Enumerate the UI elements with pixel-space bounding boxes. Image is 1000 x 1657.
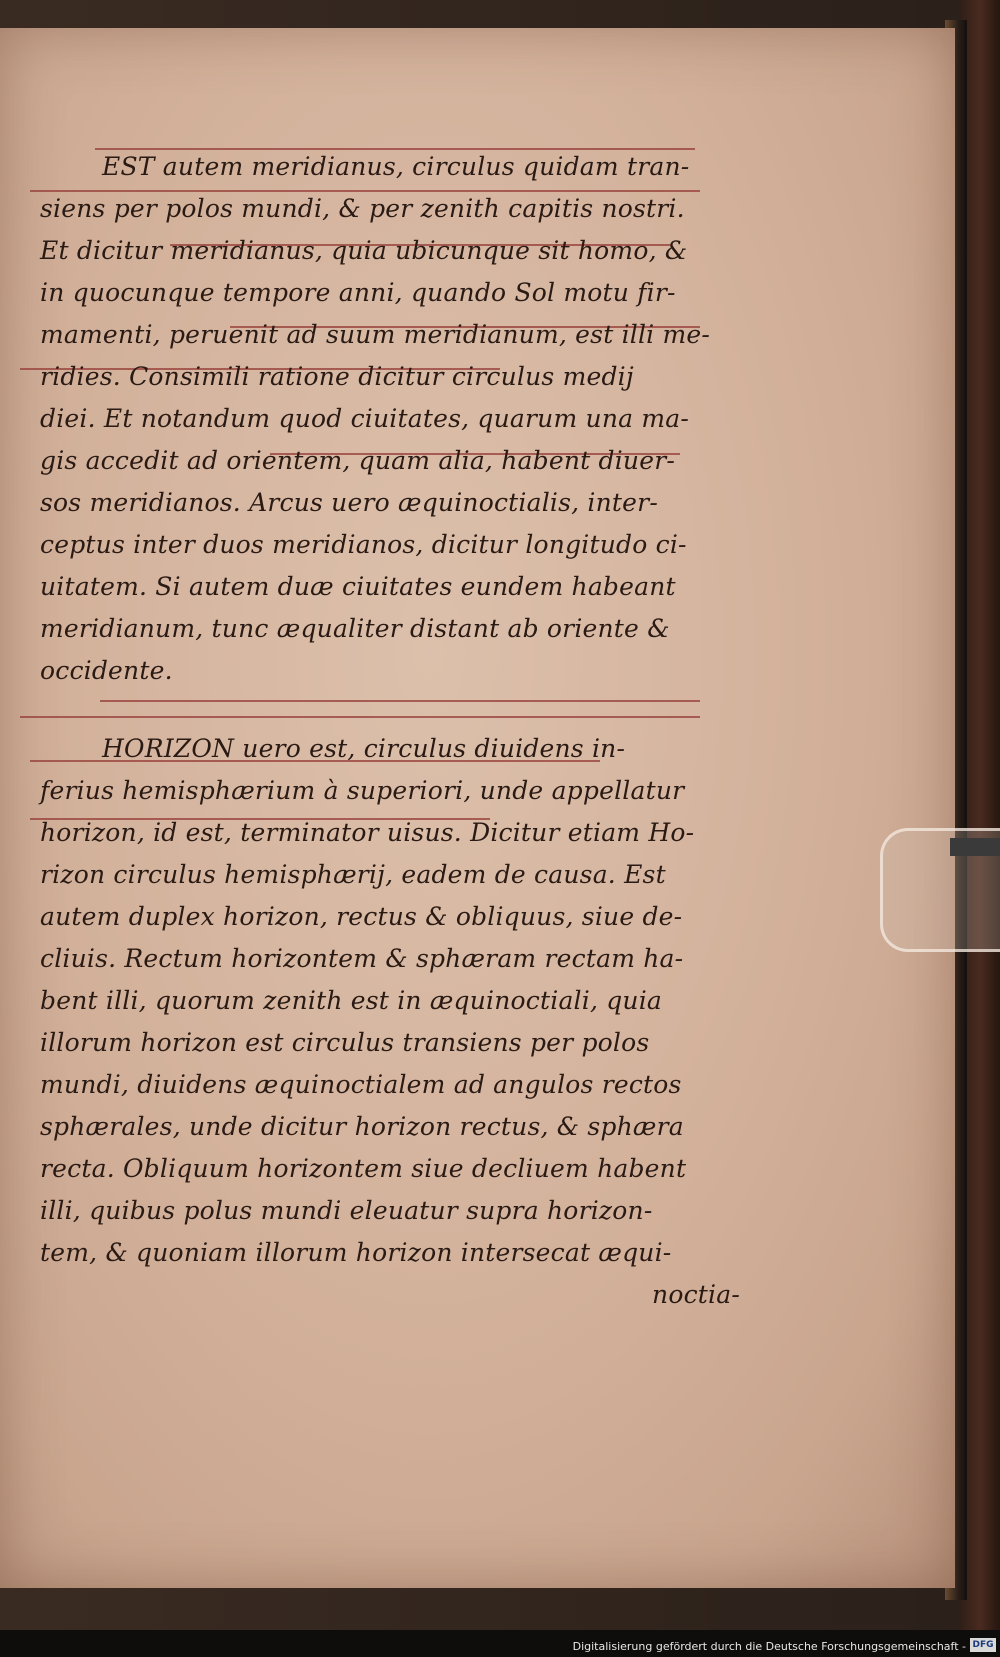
paragraph-meridianus [40,146,740,692]
text-line: bent illi, quorum zenith est in æquinoctiali, quia [40,986,663,1015]
text-line: EST autem meridianus, circulus quidam tran- [102,152,690,181]
text-line: horizon, id est, terminator uisus. Dicitur etiam Ho- [40,818,695,847]
catchword: noctia- [652,1280,740,1309]
text-line: tem, & quoniam illorum horizon intersecat æqui- [40,1238,672,1267]
text-line: rizon circulus hemisphærij, eadem de causa. Est [40,860,666,889]
text-line: in quocunque tempore anni, quando Sol motu fir- [40,278,676,307]
text-line: ferius hemisphærium à superiori, unde appellatur [40,776,685,805]
footer-credit: Digitalisierung gefördert durch die Deutsche Forschungsgemeinschaft - [572,1640,966,1653]
text-line: illorum horizon est circulus transiens per polos [40,1028,650,1057]
book-page [0,28,955,1588]
text-line: mamenti, peruenit ad suum meridianum, est illi me- [40,320,711,349]
dfg-logo-icon: DFG [970,1638,996,1652]
text-line: Et dicitur meridianus, quia ubicunque sit homo, & [40,236,688,265]
text-line: autem duplex horizon, rectus & obliquus, siue de- [40,902,683,931]
text-line: gis accedit ad orientem, quam alia, habent diuer- [40,446,676,475]
text-line: mundi, diuidens æquinoctialem ad angulos rectos [40,1070,682,1099]
text-line: sos meridianos. Arcus uero æquinoctialis, inter- [40,488,658,517]
text-line: siens per polos mundi, & per zenith capitis nostri. [40,194,685,223]
text-line: recta. Obliquum horizontem siue decliuem habent [40,1154,687,1183]
tab-strip [950,838,1000,856]
text-line: diei. Et notandum quod ciuitates, quarum una ma- [40,404,690,433]
text-line: HORIZON uero est, circulus diuidens in- [102,734,626,763]
text-line: meridianum, tunc æqualiter distant ab oriente & [40,614,670,643]
text-line: sphærales, unde dicitur horizon rectus, & sphæra [40,1112,684,1141]
handwritten-underline [100,700,700,702]
text-line: illi, quibus polus mundi eleuatur supra horizon- [40,1196,653,1225]
paragraph-horizon [40,728,740,1316]
text-line: ridies. Consimili ratione dicitur circulus medij [40,362,634,391]
handwritten-underline [20,716,700,718]
text-line: occidente. [40,656,173,685]
text-line: ceptus inter duos meridianos, dicitur longitudo ci- [40,530,687,559]
text-line: uitatem. Si autem duæ ciuitates eundem habeant [40,572,676,601]
text-line: cliuis. Rectum horizontem & sphæram rectam ha- [40,944,684,973]
